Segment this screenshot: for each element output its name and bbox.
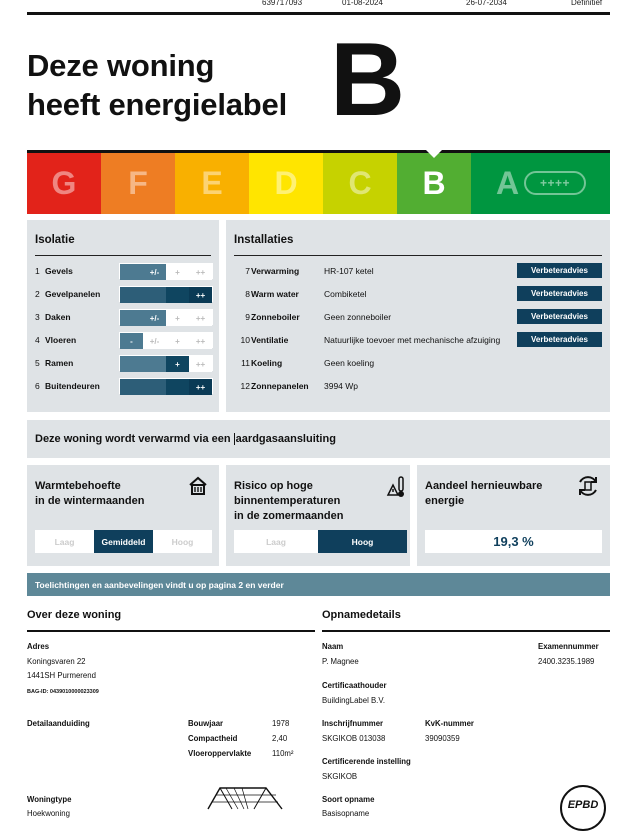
option-hoog: Hoog — [318, 530, 407, 553]
opname-title: Opnamedetails — [322, 609, 401, 621]
band-d: D — [249, 153, 323, 214]
energy-label-letter: B — [330, 22, 406, 138]
isolatie-row: 4 Vloeren — [35, 335, 77, 345]
naam-value: P. Magnee — [322, 657, 359, 666]
compact-label: Compactheid — [188, 734, 238, 743]
heating-panel — [27, 420, 610, 458]
thermometer-warning-icon — [386, 475, 406, 499]
naam-label: Naam — [322, 642, 344, 651]
house-heat-icon — [188, 475, 208, 497]
scale-cell — [166, 287, 189, 303]
heating-text: Deze woning wordt verwarmd via een aardgasaansluiting — [35, 433, 336, 445]
bouwjaar-label: Bouwjaar — [188, 719, 224, 728]
band-b: B — [397, 153, 471, 214]
inst-value: SKGIKOB — [322, 772, 358, 781]
isolatie-row: 6 Buitendeuren — [35, 381, 100, 391]
band-g: G — [27, 153, 101, 214]
scale-cell: ++ — [189, 264, 212, 280]
verbeteradvies-button[interactable]: Verbeteradvies — [517, 309, 602, 324]
kvk-value: 39090359 — [425, 734, 460, 743]
verbeteradvies-button[interactable]: Verbeteradvies — [517, 263, 602, 278]
scale-cell — [120, 356, 143, 372]
scale-cell: ++ — [189, 356, 212, 372]
scale-cell: ++ — [189, 379, 212, 395]
a-plus-pill: ++++ — [524, 171, 586, 195]
type-value: Hoekwoning — [27, 809, 70, 818]
isolatie-score-scale — [119, 355, 213, 371]
inschr-value: SKGIKOB 013038 — [322, 734, 386, 743]
over-rule — [27, 630, 315, 632]
title-line-1: Deze woning — [27, 48, 215, 83]
valid-until-date: 26-07-2034 — [466, 0, 507, 7]
option-laag: Laag — [35, 530, 94, 553]
isolatie-score-scale — [119, 286, 213, 302]
installatie-row: 12 Zonnepanelen 3994 Wp — [240, 381, 359, 391]
scale-cell — [120, 379, 143, 395]
scale-cell: + — [166, 333, 189, 349]
risico-title: Risico op hoge binnentemperaturen in de zomermaanden — [234, 480, 344, 522]
info-banner: Toelichtingen en aanbevelingen vindt u op pagina 2 en verder — [27, 573, 610, 596]
over-title: Over deze woning — [27, 609, 122, 621]
installatie-row: 11 Koeling Geen koeling — [241, 358, 375, 368]
installatie-row: 10 Ventilatie Natuurlijke toevoer met mechanische afzuiging — [240, 335, 501, 345]
title-line-2: heeft energielabel — [27, 87, 287, 122]
scale-cell: - — [120, 333, 143, 349]
scale-cell — [166, 379, 189, 395]
installaties-rule — [234, 255, 602, 256]
scale-cell — [120, 264, 143, 280]
scale-cell — [143, 287, 166, 303]
scale-cell: ++ — [189, 287, 212, 303]
bag-id: BAG-ID: 0439010000023309 — [27, 689, 99, 695]
verbeteradvies-button[interactable]: Verbeteradvies — [517, 286, 602, 301]
exam-value: 2400.3235.1989 — [538, 657, 595, 666]
isolatie-title: Isolatie — [35, 234, 75, 246]
scale-cell: + — [166, 356, 189, 372]
band-f: F — [101, 153, 175, 214]
isolatie-score-scale — [119, 378, 213, 394]
scale-cell — [120, 287, 143, 303]
isolatie-row: 3 Daken — [35, 312, 71, 322]
kvk-label: KvK-nummer — [425, 719, 474, 728]
cert-value: BuildingLabel B.V. — [322, 696, 386, 705]
isolatie-score-scale — [119, 263, 213, 279]
exam-label: Examennummer — [538, 642, 599, 651]
house-type-icon — [206, 785, 286, 813]
warmtebehoefte-scale — [35, 530, 212, 553]
scale-cell — [143, 356, 166, 372]
cert-label: Certificaathouder — [322, 681, 387, 690]
street: Koningsvaren 22 — [27, 657, 86, 666]
scale-cell: ++ — [189, 310, 212, 326]
inschr-label: Inschrijfnummer — [322, 719, 384, 728]
adres-label: Adres — [27, 642, 50, 651]
installatie-row: 9 Zonneboiler Geen zonneboiler — [245, 312, 392, 322]
risico-scale — [234, 530, 407, 553]
renewable-share-value: 19,3 % — [425, 530, 602, 553]
soort-value: Basisopname — [322, 809, 370, 818]
isolatie-row: 1 Gevels — [35, 266, 73, 276]
isolatie-row: 5 Ramen — [35, 358, 74, 368]
opname-rule — [322, 630, 610, 632]
warmtebehoefte-panel — [27, 465, 219, 566]
scale-cell: +/- — [143, 264, 166, 280]
isolatie-rule — [35, 255, 211, 256]
vloer-label: Vloeroppervlakte — [188, 749, 252, 758]
epbd-seal: EPBD — [560, 785, 606, 831]
bouwjaar-value: 1978 — [272, 719, 290, 728]
detail-label: Detailaanduiding — [27, 719, 90, 728]
vloer-value: 110m² — [272, 749, 294, 758]
scale-cell: + — [166, 310, 189, 326]
hernieuwbaar-title: Aandeel hernieuwbare energie — [425, 480, 543, 507]
scale-cell: +/- — [143, 333, 166, 349]
scale-cell: + — [166, 264, 189, 280]
isolatie-score-scale — [119, 309, 213, 325]
installatie-row: 7 Verwarming HR-107 ketel — [245, 266, 374, 276]
option-hoog: Hoog — [153, 530, 212, 553]
soort-label: Soort opname — [322, 795, 375, 804]
registration-date: 01-08-2024 — [342, 0, 383, 7]
band-e: E — [175, 153, 249, 214]
registration-number: 639717093 — [262, 0, 303, 7]
installaties-title: Installaties — [234, 234, 294, 246]
verbeteradvies-button[interactable]: Verbeteradvies — [517, 332, 602, 347]
hernieuwbaar-panel — [417, 465, 610, 566]
scale-cell: +/- — [143, 310, 166, 326]
isolatie-score-scale — [119, 332, 213, 348]
option-laag: Laag — [234, 530, 318, 553]
page-title — [27, 46, 287, 124]
inst-label: Certificerende instelling — [322, 757, 411, 766]
compact-value: 2,40 — [272, 734, 288, 743]
installatie-row: 8 Warm water Combiketel — [245, 289, 367, 299]
city: 1441SH Purmerend — [27, 671, 96, 680]
warmtebehoefte-title: Warmtebehoefte in de wintermaanden — [35, 480, 145, 507]
renewable-cycle-icon — [575, 473, 601, 499]
scale-cell: ++ — [189, 333, 212, 349]
option-gemiddeld: Gemiddeld — [94, 530, 153, 553]
status: Definitief — [571, 0, 603, 7]
type-label: Woningtype — [27, 795, 72, 804]
scale-cell — [143, 379, 166, 395]
band-a: A — [471, 153, 610, 214]
risico-panel — [226, 465, 410, 566]
band-c: C — [323, 153, 397, 214]
scale-cell — [120, 310, 143, 326]
isolatie-row: 2 Gevelpanelen — [35, 289, 101, 299]
selected-band-pointer — [426, 150, 442, 158]
top-divider — [27, 12, 610, 15]
